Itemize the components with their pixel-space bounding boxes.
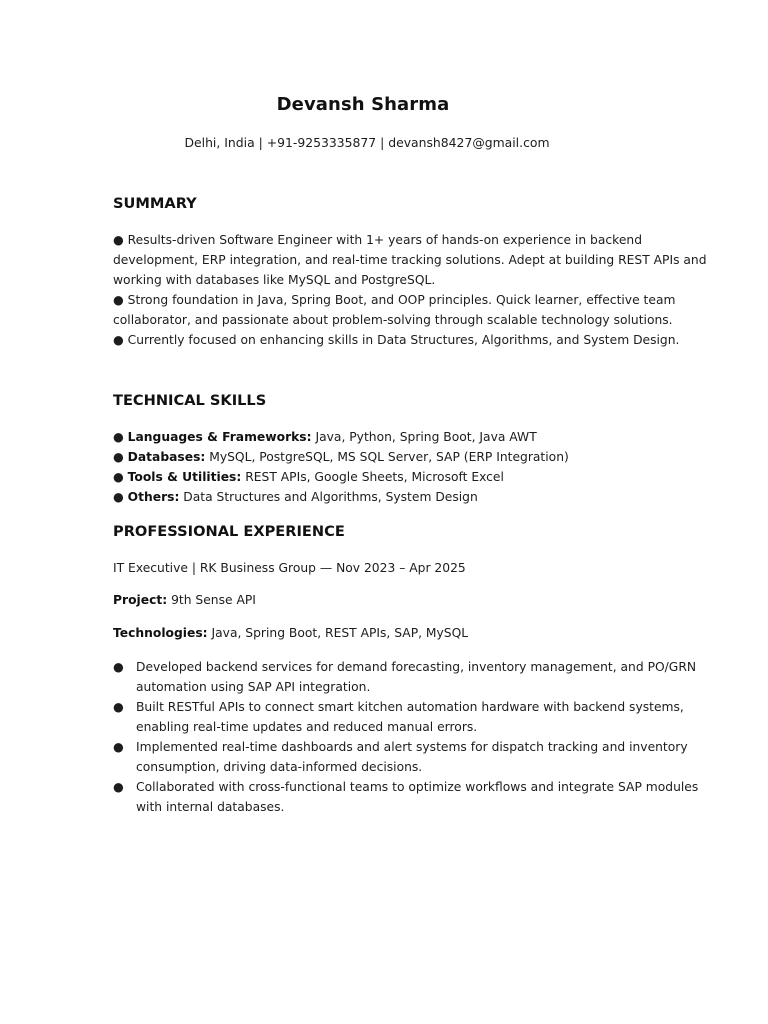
experience-project — [113, 593, 256, 607]
bullet-line: Implemented real-time dashboards and alert systems for dispatch tracking and inventory — [136, 740, 688, 754]
skill-value: REST APIs, Google Sheets, Microsoft Excel — [241, 470, 504, 484]
bullet-line: consumption, driving data-informed decisions. — [136, 760, 423, 774]
skill-item-databases — [113, 447, 658, 467]
skill-label: Languages & Frameworks: — [127, 430, 312, 444]
skill-bullet: ● — [113, 470, 128, 484]
summary-line: collaborator, and passionate about problem-solving through scalable technology solutions. — [113, 313, 673, 327]
bullet-line: with internal databases. — [136, 800, 285, 814]
skill-label: Databases: — [127, 450, 206, 464]
summary-heading: SUMMARY — [113, 195, 197, 212]
experience-heading: PROFESSIONAL EXPERIENCE — [113, 523, 345, 540]
summary-line: ● Results-driven Software Engineer with 1+ years of hands-on experience in backend — [113, 233, 642, 247]
contact-line: Delhi, India | +91-9253335877 | devansh8427@gmail.com — [184, 135, 550, 150]
skill-label: Tools & Utilities: — [127, 470, 242, 484]
skill-label: Others: — [127, 490, 180, 504]
bullet-line: Collaborated with cross-functional teams to optimize workflows and integrate SAP modules — [136, 780, 699, 794]
bullet-dot: ● — [113, 780, 124, 794]
experience-role: IT Executive | RK Business Group — Nov 2023 – Apr 2025 — [113, 561, 466, 575]
summary-line: ● Currently focused on enhancing skills in Data Structures, Algorithms, and System Design. — [113, 333, 680, 347]
experience-technologies — [113, 626, 468, 640]
skill-bullet: ● — [113, 430, 128, 444]
skill-bullet: ● — [113, 490, 128, 504]
skill-item-tools — [113, 467, 658, 487]
experience-bullet — [113, 737, 688, 777]
skills-heading: TECHNICAL SKILLS — [113, 392, 267, 409]
skills-list — [113, 427, 658, 507]
skill-item-languages — [113, 427, 658, 447]
experience-bullet — [113, 657, 697, 697]
skill-value: MySQL, PostgreSQL, MS SQL Server, SAP (ERP Integration) — [205, 450, 569, 464]
skill-value: Data Structures and Algorithms, System Design — [179, 490, 478, 504]
experience-bullet — [113, 697, 684, 737]
resume-name: Devansh Sharma — [276, 94, 450, 115]
bullet-dot: ● — [113, 660, 124, 674]
experience-bullets — [113, 657, 699, 817]
experience-bullet — [113, 777, 699, 817]
summary-line: development, ERP integration, and real-time tracking solutions. Adept at building REST APIs and — [113, 253, 707, 267]
technologies-value: Java, Spring Boot, REST APIs, SAP, MySQL — [207, 626, 469, 640]
skill-value: Java, Python, Spring Boot, Java AWT — [311, 430, 537, 444]
bullet-line: enabling real-time updates and reduced manual errors. — [136, 720, 478, 734]
skill-bullet: ● — [113, 450, 128, 464]
technologies-label: Technologies: — [113, 626, 208, 640]
summary-text — [113, 230, 707, 350]
bullet-line: Developed backend services for demand forecasting, inventory management, and PO/GRN — [136, 660, 697, 674]
summary-line: ● Strong foundation in Java, Spring Boot, and OOP principles. Quick learner, effective team — [113, 293, 676, 307]
summary-line: working with databases like MySQL and PostgreSQL. — [113, 273, 436, 287]
bullet-dot: ● — [113, 740, 124, 754]
bullet-dot: ● — [113, 700, 124, 714]
skill-item-others — [113, 487, 658, 507]
project-value: 9th Sense API — [167, 593, 256, 607]
bullet-line: Built RESTful APIs to connect smart kitchen automation hardware with backend systems, — [136, 700, 684, 714]
project-label: Project: — [113, 593, 168, 607]
bullet-line: automation using SAP API integration. — [136, 680, 371, 694]
